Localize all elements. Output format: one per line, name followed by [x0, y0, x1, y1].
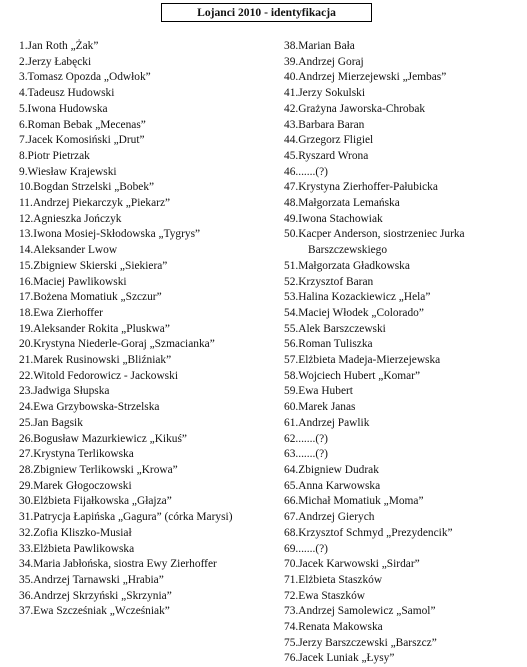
participant-entry: 19.Aleksander Rokita „Pluskwa”: [19, 322, 170, 335]
participant-entry: 55.Alek Barszczewski: [284, 322, 386, 335]
participant-entry: 47.Krystyna Zierhoffer-Pałubicka: [284, 181, 438, 194]
participant-entry: 39.Andrzej Goraj: [284, 55, 364, 68]
participant-entry: 21.Marek Rusinowski „Bliźniak”: [19, 354, 172, 367]
participant-entry: 66.Michał Momatiuk „Moma”: [284, 495, 424, 508]
participant-entry: 17.Bożena Momatiuk „Szczur”: [19, 291, 162, 304]
participant-entry: 60.Marek Janas: [284, 401, 356, 414]
participant-entry: 69.......(?): [284, 542, 328, 555]
participant-entry: 72.Ewa Staszków: [284, 589, 365, 602]
participant-entry: 52.Krzysztof Baran: [284, 275, 374, 288]
participant-entry: 23.Jadwiga Słupska: [19, 385, 110, 398]
participant-entry: 41.Jerzy Sokulski: [284, 87, 365, 100]
participant-entry: 27.Krystyna Terlikowska: [19, 448, 134, 461]
participant-entry: 73.Andrzej Samolewicz „Samol”: [284, 605, 436, 618]
participant-entry: 43.Barbara Baran: [284, 118, 365, 131]
participant-entry: 14.Aleksander Lwow: [19, 244, 118, 257]
participant-entry: 28.Zbigniew Terlikowski „Krowa”: [19, 463, 178, 476]
participant-entry: 74.Renata Makowska: [284, 621, 383, 634]
participant-entry: 32.Zofia Kliszko-Musiał: [19, 526, 132, 539]
participant-entry: 67.Andrzej Gierych: [284, 511, 375, 524]
participant-entry: 44.Grzegorz Fligiel: [284, 134, 374, 147]
participant-entry: 61.Andrzej Pawlik: [284, 416, 370, 429]
participant-entry: 59.Ewa Hubert: [284, 385, 353, 398]
participant-entry: 1.Jan Roth „Żak”: [19, 40, 99, 52]
participant-entry: 4.Tadeusz Hudowski: [19, 87, 115, 100]
participant-entry: 5.Iwona Hudowska: [19, 102, 108, 115]
participant-entry: 12.Agnieszka Jończyk: [19, 212, 122, 225]
participant-entry: 63.......(?): [284, 448, 328, 461]
participant-entry: 56.Roman Tuliszka: [284, 338, 373, 351]
participant-entry: 71.Elżbieta Staszków: [284, 573, 383, 586]
participant-entry: 75.Jerzy Barszczewski „Barszcz”: [284, 636, 437, 649]
participant-entry: 48.Małgorzata Lemańska: [284, 197, 400, 210]
participant-entry: 65.Anna Karwowska: [284, 479, 381, 492]
participant-entry: 31.Patrycja Łapińska „Gagura” (córka Marysi): [19, 511, 233, 524]
participant-entry: 38.Marian Bała: [284, 40, 355, 52]
participant-entry: 7.Jacek Komosiński „Drut”: [19, 134, 145, 147]
participant-entry: 9.Wiesław Krajewski: [19, 165, 117, 178]
participant-entry: 37.Ewa Szcześniak „Wcześniak”: [19, 605, 170, 618]
participant-entry: 34.Maria Jabłońska, siostra Ewy Zierhoffer: [19, 558, 217, 571]
participant-entry: 50.Kacper Anderson, siostrzeniec Jurka Barszczewskiego: [284, 228, 465, 257]
participant-entry: 11.Andrzej Piekarczyk „Piekarz”: [19, 197, 171, 210]
participant-entry: 76.Jacek Luniak „Łysy”: [284, 652, 395, 665]
participant-entry: 51.Małgorzata Gładkowska: [284, 259, 410, 272]
participant-entry: 33.Elżbieta Pawlikowska: [19, 542, 135, 555]
participant-entry: 53.Halina Kozackiewicz „Hela”: [284, 291, 431, 304]
participant-entry: 30.Elżbieta Fijałkowska „Głajza”: [19, 495, 172, 508]
participant-entry: 35.Andrzej Tarnawski „Hrabia”: [19, 573, 164, 586]
participant-entry: 49.Iwona Stachowiak: [284, 212, 383, 225]
document-title: Lojanci 2010 - identyfikacja: [161, 3, 372, 22]
participants-list-left: [19, 39, 277, 620]
participant-entry: 70.Jacek Karwowski „Sirdar”: [284, 558, 420, 571]
participant-entry: 62.......(?): [284, 432, 328, 445]
participant-entry: 2.Jerzy Łabęcki: [19, 55, 92, 68]
participant-entry: 8.Piotr Pietrzak: [19, 149, 90, 162]
participant-entry: 15.Zbigniew Skierski „Siekiera”: [19, 259, 168, 272]
participant-entry: 22.Witold Fedorowicz - Jackowski: [19, 369, 178, 382]
participant-entry: 40.Andrzej Mierzejewski „Jembas”: [284, 71, 447, 84]
participant-entry: 58.Wojciech Hubert „Komar”: [284, 369, 421, 382]
participant-entry: 64.Zbigniew Dudrak: [284, 463, 379, 476]
participant-entry: 16.Maciej Pawlikowski: [19, 275, 127, 288]
participant-entry: 36.Andrzej Skrzyński „Skrzynia”: [19, 589, 172, 602]
participant-entry: 18.Ewa Zierhoffer: [19, 306, 103, 319]
participant-entry: 29.Marek Głogoczowski: [19, 479, 132, 492]
participant-entry: 3.Tomasz Opozda „Odwłok”: [19, 71, 151, 84]
participant-entry: 20.Krystyna Niederle-Goraj „Szmacianka”: [19, 338, 215, 351]
participant-entry: 54.Maciej Włodek „Colorado”: [284, 306, 424, 319]
participant-entry: 46.......(?): [284, 165, 328, 178]
participant-entry: 25.Jan Bagsik: [19, 416, 83, 429]
participants-list-right: [284, 39, 526, 667]
participant-entry: 10.Bogdan Strzelski „Bobek”: [19, 181, 155, 194]
participant-entry: 13.Iwona Mosiej-Skłodowska „Tygrys”: [19, 228, 201, 241]
participant-entry: 57.Elżbieta Madeja-Mierzejewska: [284, 354, 441, 367]
participant-entry: 45.Ryszard Wrona: [284, 149, 369, 162]
participant-entry: 42.Grażyna Jaworska-Chrobak: [284, 102, 426, 115]
participant-entry: 26.Bogusław Mazurkiewicz „Kikuś”: [19, 432, 187, 445]
participant-entry: 6.Roman Bebak „Mecenas”: [19, 118, 146, 131]
participant-entry: 68.Krzysztof Schmyd „Prezydencik”: [284, 526, 453, 539]
participant-entry: 24.Ewa Grzybowska-Strzelska: [19, 401, 160, 414]
